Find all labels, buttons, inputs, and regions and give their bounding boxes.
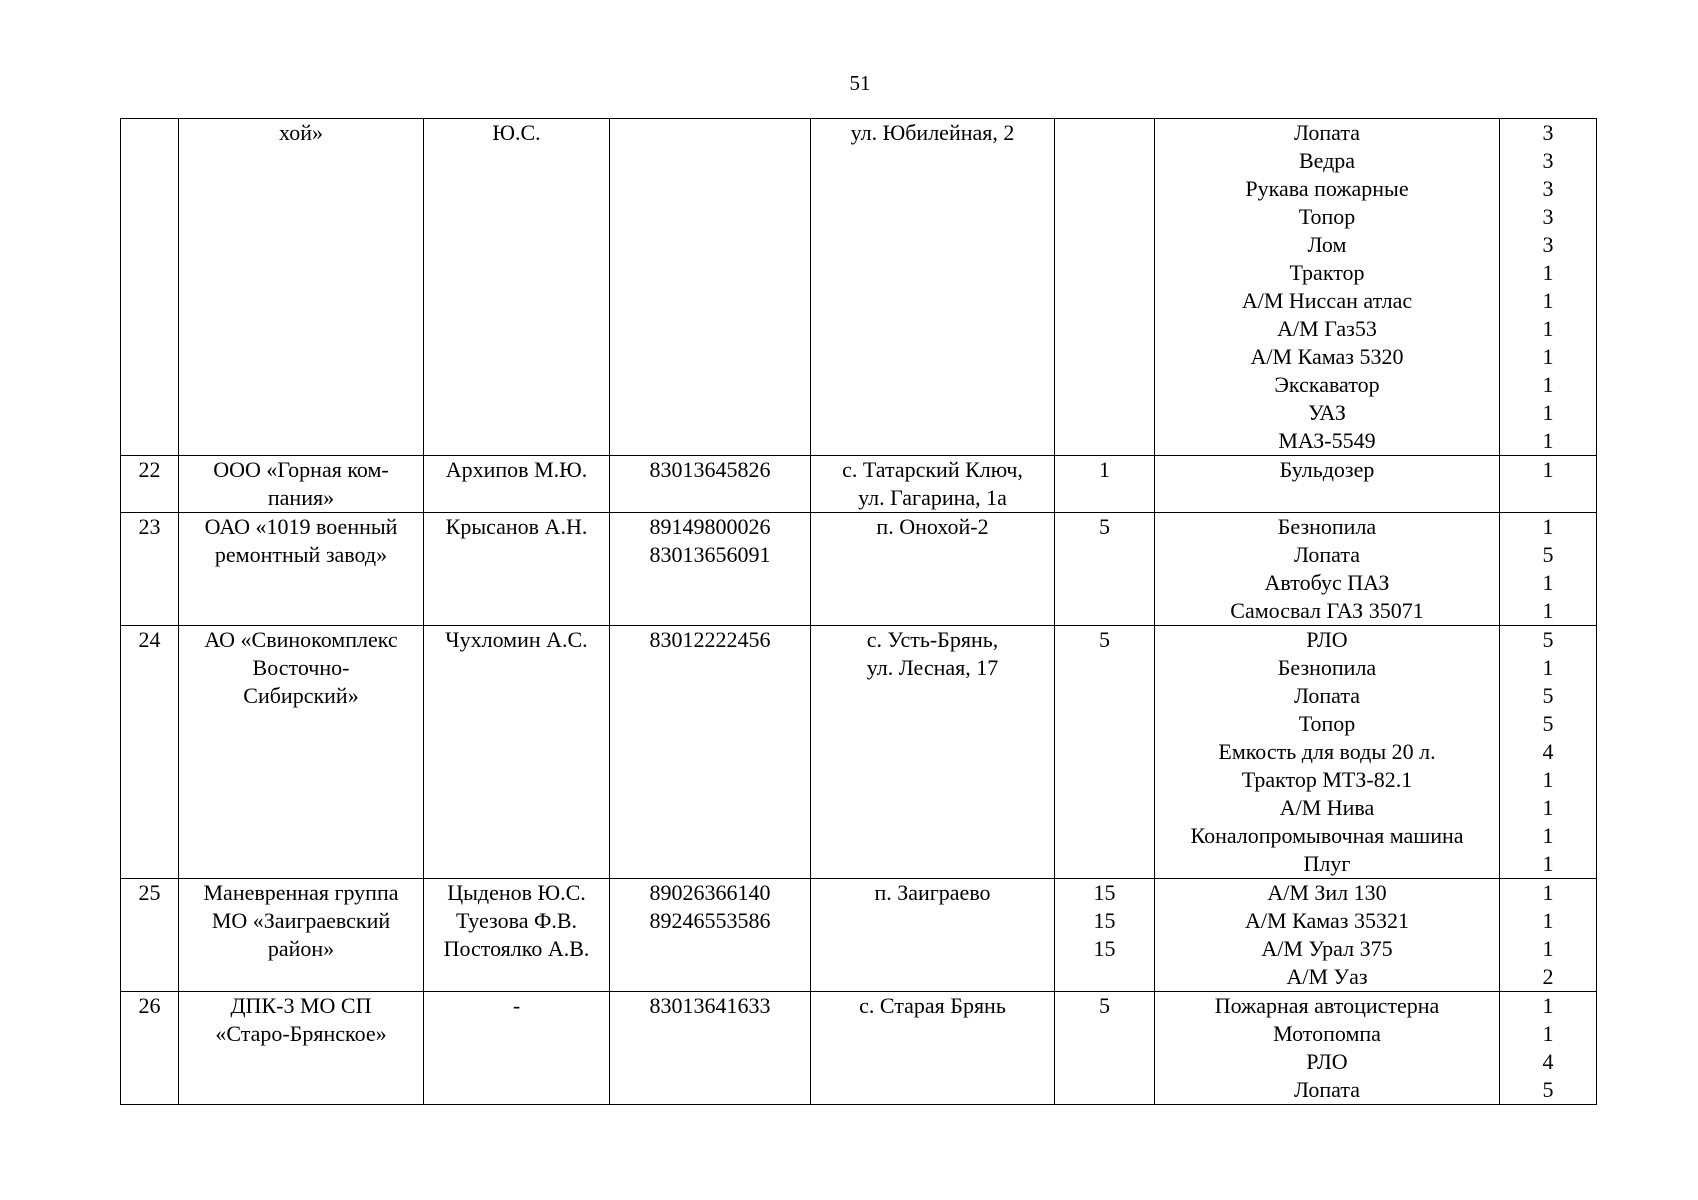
phone-line: 83013645826: [649, 457, 771, 482]
equipment-line: Лопата: [1294, 683, 1360, 708]
personnel-count-line: 5: [1099, 514, 1110, 539]
quantity-line: 3: [1542, 232, 1554, 257]
cell-equipment: [1155, 119, 1500, 456]
quantity-line: 1: [1542, 993, 1554, 1018]
row-number: 23: [138, 514, 161, 539]
row-number: 24: [138, 627, 161, 652]
cell-equipment: [1155, 513, 1500, 626]
responsible-person-line: Крысанов А.Н.: [445, 514, 588, 539]
organization-line: пания»: [267, 485, 335, 510]
equipment-line: Мотопомпа: [1273, 1021, 1381, 1046]
personnel-count-line: 5: [1099, 993, 1110, 1018]
cell-number: [121, 626, 179, 879]
quantity-line: 1: [1542, 908, 1554, 933]
cell-address: [811, 119, 1055, 456]
responsible-person-line: Цыденов Ю.С.: [447, 880, 586, 905]
quantity-line: 1: [1542, 795, 1554, 820]
quantity-line: 3: [1542, 120, 1554, 145]
cell-address: [811, 513, 1055, 626]
cell-quantity: [1500, 456, 1597, 513]
quantity-line: 5: [1542, 683, 1554, 708]
cell-personnel-count: [1055, 879, 1155, 992]
cell-personnel-count: [1055, 513, 1155, 626]
organization-line: ОАО «1019 военный: [204, 514, 398, 539]
equipment-line: Емкость для воды 20 л.: [1218, 739, 1436, 764]
cell-quantity: [1500, 513, 1597, 626]
cell-number: [121, 879, 179, 992]
cell-phone: [610, 626, 811, 879]
cell-phone: [610, 879, 811, 992]
cell-responsible-person: [424, 513, 610, 626]
table-row: [121, 456, 1597, 513]
equipment-line: УАЗ: [1308, 400, 1346, 425]
address-line: ул. Юбилейная, 2: [850, 120, 1015, 145]
equipment-line: А/М Камаз 5320: [1250, 344, 1404, 369]
cell-organization: [179, 626, 424, 879]
address-line: с. Старая Брянь: [859, 993, 1006, 1018]
quantity-line: 5: [1542, 1077, 1554, 1102]
equipment-line: А/М Газ53: [1277, 316, 1377, 341]
page-number: 51: [849, 71, 871, 95]
organization-line: ремонтный завод»: [214, 542, 388, 567]
equipment-line: А/М Ниссан атлас: [1241, 288, 1413, 313]
cell-number: [121, 513, 179, 626]
cell-quantity: [1500, 119, 1597, 456]
quantity-line: 1: [1542, 570, 1554, 595]
cell-address: [811, 456, 1055, 513]
equipment-table: [120, 118, 1597, 1105]
equipment-line: Экскаватор: [1274, 372, 1380, 397]
equipment-line: Трактор МТЗ-82.1: [1241, 767, 1413, 792]
phone-line: 89149800026: [649, 514, 771, 539]
equipment-line: МАЗ-5549: [1278, 428, 1376, 453]
cell-equipment: [1155, 456, 1500, 513]
organization-line: Восточно-: [252, 655, 350, 680]
quantity-line: 5: [1542, 711, 1554, 736]
cell-quantity: [1500, 626, 1597, 879]
organization-line: район»: [267, 936, 335, 961]
cell-responsible-person: [424, 456, 610, 513]
equipment-line: Лопата: [1294, 1077, 1360, 1102]
row-number: [125, 119, 174, 147]
cell-address: [811, 626, 1055, 879]
organization-line: МО «Заиграевский: [211, 908, 391, 933]
cell-equipment: [1155, 992, 1500, 1105]
address-line: с. Татарский Ключ,: [842, 457, 1023, 482]
address-line: п. Заиграево: [874, 880, 991, 905]
quantity-line: 1: [1542, 400, 1554, 425]
equipment-line: Пожарная автоцистерна: [1214, 993, 1440, 1018]
quantity-line: 1: [1542, 767, 1554, 792]
cell-phone: [610, 992, 811, 1105]
row-number: 26: [138, 993, 161, 1018]
phone-line: 89026366140: [649, 880, 771, 905]
equipment-line: Ведра: [1298, 148, 1356, 173]
equipment-line: Безнопила: [1277, 655, 1377, 680]
cell-organization: [179, 992, 424, 1105]
equipment-line: Бульдозер: [1279, 457, 1375, 482]
equipment-line: Лом: [1307, 232, 1347, 257]
cell-number: [121, 456, 179, 513]
quantity-line: 1: [1542, 1021, 1554, 1046]
table-row: [121, 626, 1597, 879]
responsible-person-line: Туезова Ф.В.: [455, 908, 578, 933]
cell-responsible-person: [424, 879, 610, 992]
equipment-line: Топор: [1298, 711, 1356, 736]
cell-organization: [179, 456, 424, 513]
cell-number: [121, 119, 179, 456]
equipment-line: Трактор: [1289, 260, 1365, 285]
cell-phone: [610, 456, 811, 513]
cell-quantity: [1500, 879, 1597, 992]
quantity-line: 1: [1542, 288, 1554, 313]
quantity-line: 2: [1542, 964, 1554, 989]
equipment-line: РЛО: [1306, 627, 1348, 652]
responsible-person-line: Архипов М.Ю.: [445, 457, 588, 482]
equipment-line: А/М Зил 130: [1267, 880, 1387, 905]
equipment-line: Безнопила: [1277, 514, 1377, 539]
quantity-line: 1: [1542, 851, 1554, 876]
table-row: [121, 992, 1597, 1105]
table-body: [121, 119, 1597, 1105]
equipment-line: Рукава пожарные: [1245, 176, 1409, 201]
quantity-line: 3: [1542, 148, 1554, 173]
responsible-person-line: Ю.С.: [492, 120, 541, 145]
quantity-line: 1: [1542, 260, 1554, 285]
row-number: 25: [138, 880, 161, 905]
table-row: [121, 879, 1597, 992]
phone-line: 83012222456: [649, 627, 771, 652]
equipment-line: А/М Нива: [1279, 795, 1375, 820]
personnel-count-line: 15: [1093, 908, 1116, 933]
cell-phone: [610, 513, 811, 626]
address-line: п. Онохой-2: [876, 514, 989, 539]
equipment-line: РЛО: [1306, 1049, 1348, 1074]
quantity-line: 1: [1542, 514, 1554, 539]
equipment-line: Самосвал ГАЗ 35071: [1230, 598, 1424, 623]
address-line: ул. Гагарина, 1а: [858, 485, 1007, 510]
cell-phone: [610, 119, 811, 456]
quantity-line: 1: [1542, 457, 1554, 482]
organization-line: «Старо-Брянское»: [215, 1021, 387, 1046]
phone-line: [614, 119, 806, 147]
cell-organization: [179, 879, 424, 992]
quantity-line: 5: [1542, 627, 1554, 652]
organization-line: ООО «Горная ком-: [213, 457, 389, 482]
quantity-line: 4: [1542, 739, 1554, 764]
quantity-line: 1: [1542, 598, 1554, 623]
phone-line: 89246553586: [649, 908, 771, 933]
personnel-count-line: [1059, 119, 1150, 147]
organization-line: Маневренная группа: [203, 880, 399, 905]
quantity-line: 3: [1542, 176, 1554, 201]
quantity-line: 1: [1542, 936, 1554, 961]
personnel-count-line: 15: [1093, 880, 1116, 905]
cell-equipment: [1155, 626, 1500, 879]
cell-quantity: [1500, 992, 1597, 1105]
equipment-line: Коналопромывочная машина: [1190, 823, 1464, 848]
cell-personnel-count: [1055, 626, 1155, 879]
cell-personnel-count: [1055, 992, 1155, 1105]
cell-personnel-count: [1055, 456, 1155, 513]
quantity-line: 1: [1542, 316, 1554, 341]
cell-responsible-person: [424, 992, 610, 1105]
equipment-line: Автобус ПАЗ: [1264, 570, 1390, 595]
personnel-count-line: 15: [1093, 936, 1116, 961]
quantity-line: 1: [1542, 344, 1554, 369]
responsible-person-line: Чухломин А.С.: [445, 627, 588, 652]
equipment-line: А/М Урал 375: [1261, 936, 1393, 961]
phone-line: 83013656091: [649, 542, 771, 567]
address-line: с. Усть-Брянь,: [866, 627, 999, 652]
quantity-line: 5: [1542, 542, 1554, 567]
quantity-line: 1: [1542, 655, 1554, 680]
quantity-line: 1: [1542, 428, 1554, 453]
organization-line: АО «Свинокомплекс: [204, 627, 398, 652]
quantity-line: 1: [1542, 372, 1554, 397]
quantity-line: 1: [1542, 880, 1554, 905]
personnel-count-line: 1: [1099, 457, 1110, 482]
cell-address: [811, 879, 1055, 992]
cell-equipment: [1155, 879, 1500, 992]
equipment-line: Лопата: [1294, 120, 1360, 145]
equipment-line: А/М Уаз: [1286, 964, 1368, 989]
cell-responsible-person: [424, 119, 610, 456]
quantity-line: 4: [1542, 1049, 1554, 1074]
responsible-person-line: -: [512, 993, 521, 1018]
cell-organization: [179, 513, 424, 626]
quantity-line: 3: [1542, 204, 1554, 229]
organization-line: хой»: [279, 120, 323, 145]
phone-line: 83013641633: [649, 993, 771, 1018]
table-row: [121, 119, 1597, 456]
quantity-line: 1: [1542, 823, 1554, 848]
address-line: ул. Лесная, 17: [866, 655, 999, 680]
cell-responsible-person: [424, 626, 610, 879]
organization-line: ДПК-3 МО СП: [230, 993, 372, 1018]
table-row: [121, 513, 1597, 626]
responsible-person-line: Постоялко А.В.: [443, 936, 590, 961]
cell-address: [811, 992, 1055, 1105]
equipment-line: Лопата: [1294, 542, 1360, 567]
cell-organization: [179, 119, 424, 456]
equipment-line: А/М Камаз 35321: [1245, 908, 1409, 933]
cell-number: [121, 992, 179, 1105]
cell-personnel-count: [1055, 119, 1155, 456]
equipment-line: Топор: [1298, 204, 1356, 229]
equipment-line: Плуг: [1303, 851, 1351, 876]
personnel-count-line: 5: [1099, 627, 1110, 652]
organization-line: Сибирский»: [243, 683, 359, 708]
row-number: 22: [138, 457, 161, 482]
